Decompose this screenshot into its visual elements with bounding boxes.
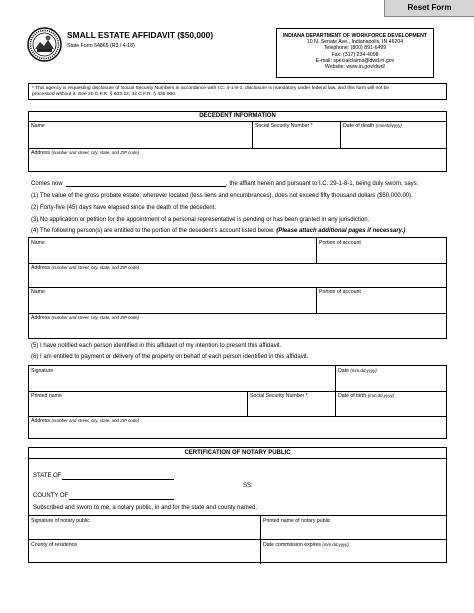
person-1-name-field[interactable]: [31, 247, 313, 261]
affiant-signature-table: [28, 365, 447, 439]
disclosure-line-1: * This agency is requesting disclosure of Social Security Numbers in accordance with I.C. 4-1-8-1; disclosure is mandatory under federal law, and this form will not be: [32, 86, 390, 91]
person-2-portion-field[interactable]: [319, 296, 444, 311]
person-2-address-field[interactable]: [31, 322, 444, 338]
affiant-printed-name-field[interactable]: [31, 400, 244, 414]
decedent-ssn-label: Social Security Number *: [255, 123, 313, 129]
decedent-header: DECEDENT INFORMATION: [199, 113, 276, 119]
affiant-address-label: Address (number and street, city, state, and ZIP code): [31, 418, 140, 424]
decedent-dod-label: Date of death (mm/dd/yyyy): [343, 123, 402, 129]
subscribed-statement: Subscribed and sworn to me, a notary public, in and for the state and county named.: [33, 505, 258, 511]
affiant-ssn-field[interactable]: [250, 400, 332, 414]
state-seal-logo: [27, 27, 62, 62]
person-1-name-label: Name: [31, 240, 45, 246]
person-1-address-field[interactable]: [31, 272, 444, 285]
affiant-name-line[interactable]: [66, 186, 226, 187]
statement-5: (5) I have notified each person identified in this affidavit of my intention to present this affidavit.: [31, 343, 282, 349]
reset-form-button[interactable]: Reset Form: [384, 0, 474, 17]
agency-name: INDIANA DEPARTMENT OF WORKFORCE DEVELOPMENT: [282, 33, 428, 39]
entitled-persons-table: [28, 237, 447, 339]
decedent-dod-field[interactable]: [343, 130, 443, 146]
affiant-signature-field[interactable]: [31, 375, 332, 389]
statement-1: (1) The value of the gross probate estate, wherever located (less liens and encumbrances), does not exceed fifty thousand dollars ($50,000.00).: [31, 193, 413, 199]
notary-signature-field[interactable]: [31, 525, 257, 537]
notary-county-label: County of residence: [31, 542, 78, 548]
state-of-line[interactable]: [62, 479, 174, 480]
agency-website: Website: www.in.gov/dwd/: [324, 64, 386, 71]
address-hint: (number and street, city, state, and ZIP code): [51, 150, 140, 155]
affiant-dob-field[interactable]: [338, 400, 444, 414]
notary-commission-label: Date commission expires (mm,dd,yyyy): [263, 542, 349, 548]
agency-info-box: [276, 28, 434, 78]
form-title: SMALL ESTATE AFFIDAVIT ($50,000): [67, 30, 214, 40]
affiant-date-field[interactable]: [338, 375, 444, 389]
person-1-portion-field[interactable]: [319, 247, 444, 261]
agency-email: E-mail: specialclaims@dwd.in.gov: [315, 57, 395, 64]
ssn-disclosure-notice: [28, 83, 447, 100]
comes-now-tail: , the affiant herein and pursuant to I.C. 29-1-8-1, being duly sworn, says:: [226, 181, 419, 187]
agency-telephone: Telephone: (800) 891-6499: [323, 45, 387, 52]
decedent-address-field[interactable]: [31, 157, 444, 171]
notary-commission-field[interactable]: [263, 549, 444, 562]
county-of-label: COUNTY OF: [33, 493, 69, 499]
decedent-name-label: Name: [31, 123, 45, 129]
form-number: State Form 54865 (R3 / 4-18): [67, 43, 135, 49]
person-1-address-label: Address (number and street, city, state, and ZIP code): [31, 265, 140, 271]
disclosure-line-2: processed without it. See 20 C.F.R. § 603.22; 42 C.F.R. § 435.960.: [32, 91, 177, 97]
attach-pages-note: (Please attach additional pages if necessary.): [276, 228, 406, 234]
state-of-label: STATE OF: [33, 473, 62, 479]
affiant-address-field[interactable]: [31, 425, 444, 438]
notary-signature-label: Signature of notary public: [31, 518, 90, 524]
decedent-address-label: Address (number and street, city, state, and ZIP code): [31, 150, 140, 156]
affiant-date-label: Date (mm,dd,yyyy): [338, 368, 377, 374]
affiant-ssn-label: Social Security Number *: [250, 393, 308, 399]
person-2-name-field[interactable]: [31, 296, 313, 311]
comes-now-text: Comes now: [31, 181, 63, 187]
person-2-address-label: Address (number and street, city, state, and ZIP code): [31, 315, 140, 321]
notary-header: CERTIFICATION OF NOTARY PUBLIC: [184, 450, 291, 456]
person-2-portion-label: Portion of account: [319, 289, 361, 295]
statement-3: (3) No application or petition for the appointment of a personal representative is pending or has been granted in any jurisdiction.: [31, 217, 370, 223]
statement-6: (6) I am entitled to payment or delivery of the property on behalf of each person identified in this affidavit.: [31, 354, 309, 360]
decedent-name-field[interactable]: [31, 130, 249, 146]
notary-printed-name-label: Printed name of notary public: [263, 518, 331, 524]
statement-4: (4) The following person(s) are entitled to the portion of the decedent’s account listed below. (Please attach additional pages if necessary.): [31, 228, 406, 234]
agency-address: 10 N. Senate Ave., Indianapolis, IN 46204: [306, 39, 404, 46]
notary-printed-name-field[interactable]: [263, 525, 444, 537]
statement-2: (2) Forty-five (45) days have elapsed since the death of the decedent.: [31, 205, 217, 211]
decedent-ssn-field[interactable]: [255, 130, 337, 146]
affiant-dob-label: Date of birth (mm,dd,yyyy): [338, 393, 395, 399]
notary-certification-section: [28, 447, 447, 563]
decedent-information-table: [28, 111, 447, 172]
affiant-printed-name-label: Printed name: [31, 393, 62, 399]
agency-fax: Fax: (317) 234-4098: [331, 51, 379, 58]
person-2-name-label: Name: [31, 289, 45, 295]
county-of-line[interactable]: [69, 499, 174, 500]
ss-label: SS:: [243, 483, 253, 489]
notary-county-field[interactable]: [31, 549, 257, 562]
date-format-hint: (mm/dd/yyyy): [375, 123, 402, 128]
person-1-portion-label: Portion of account: [319, 240, 361, 246]
affiant-signature-label: Signature: [31, 368, 54, 374]
